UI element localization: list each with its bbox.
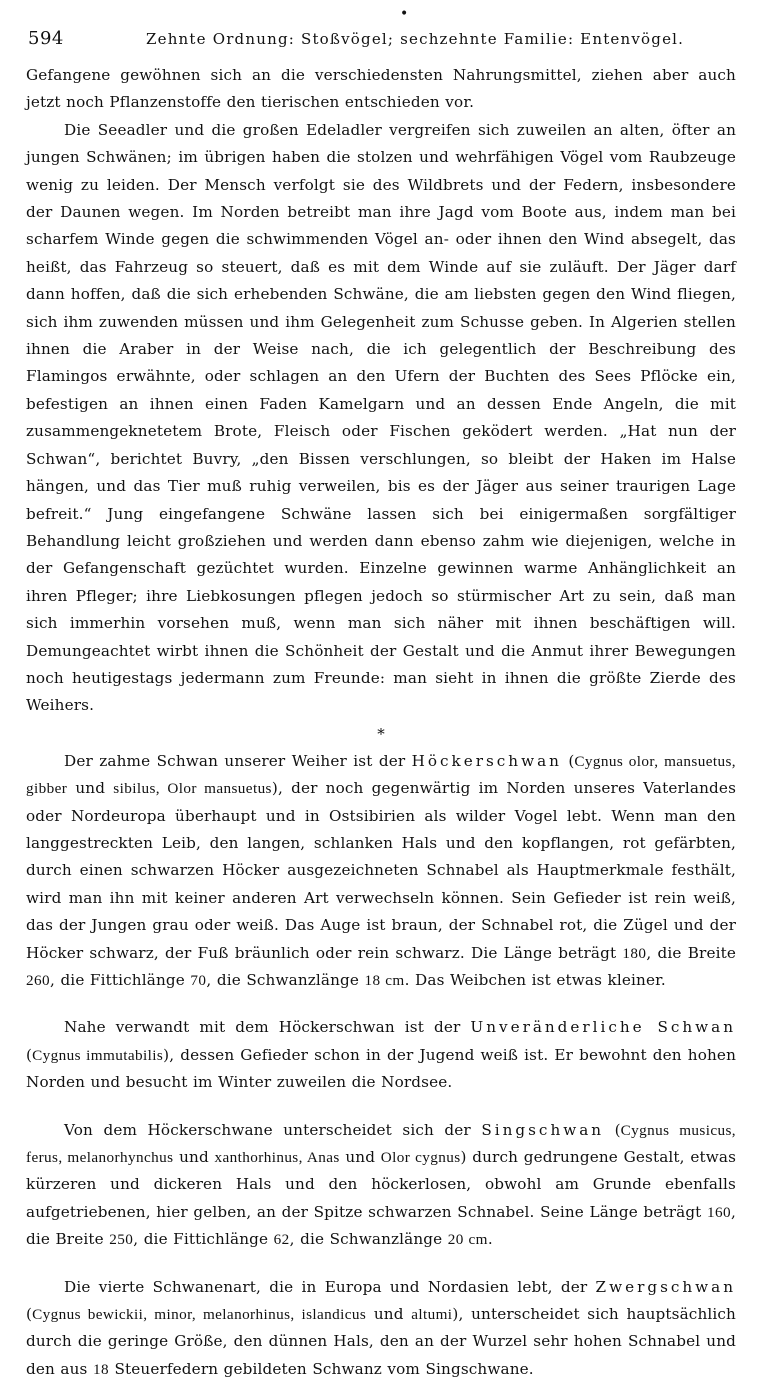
latin-name: Cygnus musicus, ferus, melanorhynchus xyxy=(26,1121,736,1167)
text-run: und xyxy=(345,1148,376,1167)
latin-name: sibilus, Olor mansuetus xyxy=(113,780,272,798)
text-run: ( xyxy=(26,1305,33,1324)
species-name-whooper-swan: Singschwan xyxy=(481,1120,605,1139)
header-dot: • xyxy=(400,6,409,22)
measure-value: 250 xyxy=(109,1231,134,1249)
measure-value: 260 xyxy=(26,972,50,989)
measure-value: 62 xyxy=(273,1231,290,1249)
text-run: ) durch gedrungene Gestalt, etwas kürzeren und dickeren Hals und den höckerlosen, obwohl am Grunde ebenfalls aufgetriebenen, hier gelben, an der Spitze schwarzen Schnabel. Seine Länge beträgt xyxy=(26,1148,737,1221)
measure-value: 180 xyxy=(622,944,647,962)
text-run: Der zahme Schwan unserer Weiher ist der xyxy=(64,751,406,770)
species-name-immutable-swan: Unveränderliche Schwan xyxy=(470,1018,736,1037)
running-head: Zehnte Ordnung: Stoßvögel; sechzehnte Familie: Entenvögel. xyxy=(146,30,685,48)
text-run: . xyxy=(487,1230,493,1249)
text-run: , die Schwanzlänge xyxy=(206,971,360,989)
text-run: ( xyxy=(26,1045,33,1064)
text-run: Steuerfedern gebildeten Schwanz vom Singschwane. xyxy=(114,1359,534,1378)
latin-name: Cygnus olor, mansuetus, gibber xyxy=(26,752,736,798)
latin-name: Cygnus bewickii, minor, melanorhinus, islandicus xyxy=(32,1306,367,1324)
measure-value: 70 xyxy=(190,972,207,989)
text-run: ( xyxy=(614,1120,621,1139)
measure-value: 20 cm xyxy=(447,1231,488,1249)
paragraph-bewicks-swan xyxy=(26,1274,736,1383)
paragraph-whooper-swan xyxy=(26,1117,736,1254)
text-run: , die Fittichlänge xyxy=(133,1230,269,1249)
paragraph-gap xyxy=(26,1097,736,1117)
page-header xyxy=(28,6,743,52)
species-name-mute-swan: Höckerschwan xyxy=(411,751,562,770)
text-run: und xyxy=(179,1148,209,1167)
paragraph-immutable-swan xyxy=(26,1014,736,1096)
text-run: , die Breite xyxy=(646,943,736,962)
text-run: Die vierte Schwanenart, die in Europa und Nordasien lebt, der xyxy=(64,1277,588,1296)
paragraph-gap xyxy=(26,1254,736,1274)
text-run: . Das Weibchen ist etwas kleiner. xyxy=(404,971,666,989)
latin-name: Cygnus immutabilis xyxy=(32,1046,164,1064)
section-asterism: * xyxy=(377,724,385,743)
text-run: , die Breite xyxy=(26,1202,737,1249)
text-run: Von dem Höckerschwane unterscheidet sich der xyxy=(64,1120,471,1139)
text-run: ), dessen Gefieder schon in der Jugend weiß ist. Er bewohnt den hohen Norden und besucht im Winter zuweilen die Nordsee. xyxy=(26,1045,736,1092)
latin-name: Olor cygnus xyxy=(380,1149,461,1167)
paragraph-captive-feeding: Gefangene gewöhnen sich an die verschiedensten Nahrungsmittel, ziehen aber auch jetzt noch Pflanzenstoffe den tierischen entschieden vor. xyxy=(26,66,736,112)
text-run: und xyxy=(75,779,106,798)
measure-value: 160 xyxy=(707,1203,732,1221)
text-run: ( xyxy=(568,751,575,770)
measure-value: 18 xyxy=(92,1360,109,1378)
latin-name: altumi xyxy=(411,1306,453,1324)
page-number: 594 xyxy=(28,28,64,49)
page-body xyxy=(26,62,736,1383)
text-run: , die Fittichlänge xyxy=(49,971,185,989)
text-run: und xyxy=(373,1305,404,1324)
paragraph-mute-swan xyxy=(26,748,736,995)
text-run: Nahe verwandt mit dem Höckerschwan ist der xyxy=(64,1018,461,1037)
paragraph-enemies-and-hunting: Die Seeadler und die großen Edeladler vergreifen sich zuweilen an alten, öfter an jungen Schwänen; im übrigen haben die stolzen und wehrfähigen Vögel vom Raubzeuge wenig zu leiden. Der Mensch verfolgt sie des Wildbrets und der Federn, insbesondere der Daunen wegen. Im Norden betreibt man ihre Jagd vom Boote aus, indem man bei scharfem Winde gegen die schwimmenden Vögel an- oder ihnen den Wind absegelt, das heißt, das Fahrzeug so steuert, daß es mit dem Winde auf sie zuläuft. Der Jäger darf dann hoffen, daß die sich erhebenden Schwäne, die am liebsten gegen den Wind fliegen, sich ihm zuwenden müssen und ihm Gelegenheit zum Schusse geben. In Algerien stellen ihnen die Araber in der Weise nach, die ich gelegentlich der Beschreibung des Flamingos erwähnte, oder schlagen an den Ufern der Buchten des Sees Pflöcke ein, befestigen an ihnen einen Faden Kamelgarn und an dessen Ende Angeln, die mit zusammengeknetetem Brote, Fleisch oder Fischen geködert werden. „Hat nun der Schwan“, berichtet Buvry, „den Bissen verschlungen, so bleibt der Haken im Halse hängen, und das Tier muß ruhig verweilen, bis es der Jäger aus seiner traurigen Lage befreit.“ Jung eingefangene Schwäne lassen sich bei einigermaßen sorgfältiger Behandlung leicht großziehen und werden dann ebenso zahm wie diejenigen, welche in der Gefangenschaft gezüchtet wurden. Einzelne gewinnen warme Anhänglichkeit an ihren Pfleger; ihre Liebkosungen pflegen jedoch so stürmischer Art zu sein, daß man sich immerhin vorsehen muß, wenn man sich näher mit ihnen beschäftigen will. Demungeachtet wirbt ihnen die Schönheit der Gestalt und die Anmut ihrer Bewegungen noch heutigestags jedermann zum Freunde: man sieht in ihnen die größte Zierde des Weihers. xyxy=(26,120,736,715)
species-name-dwarf-swan: Zwergschwan xyxy=(595,1277,736,1296)
measure-value: 18 cm xyxy=(364,972,405,989)
paragraph-gap xyxy=(26,994,736,1014)
text-run: ), der noch gegenwärtig im Norden unseres Vaterlandes oder Nordeuropa überhaupt und in Ostsibirien als wilder Vogel lebt. Wenn man den langgestreckten Leib, den langen, schlanken Hals und den kopflangen, rot gefärbten, durch einen schwarzen Höcker ausgezeichneten Schnabel als Hauptmerkmale festhält, wird man ihn mit keiner anderen Art verwechseln können. Sein Gefieder ist rein weiß, das der Jungen grau oder weiß. Das Auge ist braun, der Schnabel rot, die Zügel und der Höcker schwarz, der Fuß bräunlich oder rein schwarz. Die Länge beträgt xyxy=(26,779,737,962)
latin-name: xanthorhinus, Anas xyxy=(214,1149,340,1167)
text-run: , die Schwanzlänge xyxy=(289,1230,443,1249)
text-run: ), unterscheidet sich hauptsächlich durch die geringe Größe, den dünnen Hals, den an der Wurzel sehr hohen Schnabel und den aus xyxy=(26,1305,736,1378)
